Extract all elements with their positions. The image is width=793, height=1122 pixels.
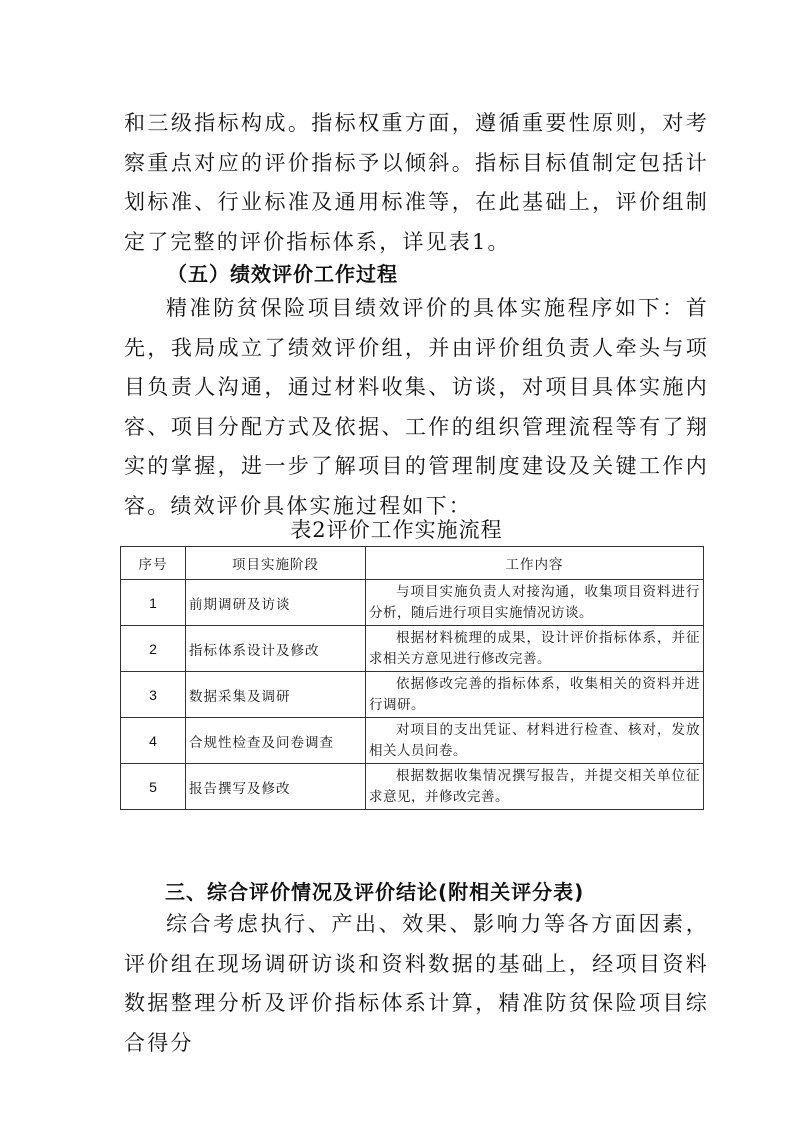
paragraph-conclusion: 综合考虑执行、产出、效果、影响力等各方面因素，评价组在现场调研访谈和资料数据的基础上，经项目资料数据整理分析及评价指标体系计算，精准防贫保险项目综合得分: [124, 912, 709, 1055]
table-header-row: [121, 547, 704, 580]
row-number: 1: [121, 580, 186, 626]
row-stage: 数据采集及调研: [186, 672, 366, 718]
column-header-stage: 项目实施阶段: [186, 547, 366, 580]
column-header-content: 工作内容: [366, 547, 704, 580]
row-stage: 合规性检查及问卷调查: [186, 718, 366, 764]
row-number: 4: [121, 718, 186, 764]
table-caption: 表2评价工作实施流程: [290, 518, 503, 542]
row-content: 对项目的支出凭证、材料进行检查、核对，发放相关人员问卷。: [366, 718, 704, 764]
row-number: 5: [121, 764, 186, 810]
row-content: 根据数据收集情况撰写报告，并提交相关单位征求意见，并修改完善。: [366, 764, 704, 810]
paragraph-intro: 和三级指标构成。指标权重方面，遵循重要性原则，对考察重点对应的评价指标予以倾斜。指标目标值制定包括计划标准、行业标准及通用标准等，在此基础上，评价组制定了完整的评价指标体系，详见表1。: [124, 111, 709, 254]
table-row: [121, 626, 704, 672]
row-stage: 报告撰写及修改: [186, 764, 366, 810]
row-stage: 前期调研及访谈: [186, 580, 366, 626]
column-header-no: 序号: [121, 547, 186, 580]
heading-section-5: （五）绩效评价工作过程: [167, 262, 398, 286]
table-row: [121, 764, 704, 810]
workflow-table: [120, 546, 704, 810]
paragraph-process: 精准防贫保险项目绩效评价的具体实施程序如下：首先，我局成立了绩效评价组，并由评价组负责人牵头与项目负责人沟通，通过材料收集、访谈，对项目具体实施内容、项目分配方式及依据、工作的组织管理流程等有了翔实的掌握，进一步了解项目的管理制度建设及关键工作内容。绩效评价具体实施过程如下：: [124, 296, 709, 518]
heading-section-3: 三、综合评价情况及评价结论(附相关评分表): [165, 880, 585, 904]
row-number: 3: [121, 672, 186, 718]
row-content: 与项目实施负责人对接沟通，收集项目资料进行分析，随后进行项目实施情况访谈。: [366, 580, 704, 626]
row-content: 根据材料梳理的成果，设计评价指标体系，并征求相关方意见进行修改完善。: [366, 626, 704, 672]
table-row: [121, 672, 704, 718]
table-row: [121, 580, 704, 626]
row-number: 2: [121, 626, 186, 672]
row-content: 依据修改完善的指标体系，收集相关的资料并进行调研。: [366, 672, 704, 718]
row-stage: 指标体系设计及修改: [186, 626, 366, 672]
table-row: [121, 718, 704, 764]
